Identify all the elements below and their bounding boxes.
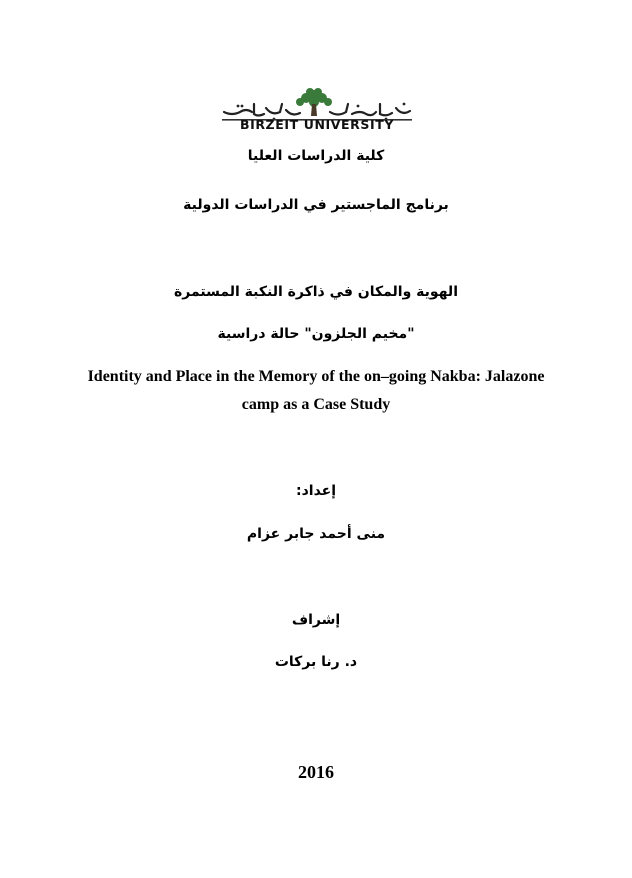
university-name-english: BIRZEIT UNIVERSITY bbox=[239, 117, 395, 132]
thesis-year: 2016 bbox=[298, 762, 334, 782]
faculty-name: كلية الدراسات العليا bbox=[247, 148, 385, 164]
supervisor-label: إشراف bbox=[291, 612, 341, 628]
thesis-title-arabic: الهوية والمكان في ذاكرة النكبة المستمرة bbox=[174, 284, 458, 300]
program-name: برنامج الماجستير في الدراسات الدولية bbox=[183, 197, 449, 213]
thesis-subtitle-arabic: "مخيم الجلزون" حالة دراسية bbox=[217, 326, 415, 342]
author-name: منى أحمد جابر عزام bbox=[246, 526, 386, 542]
supervisor-name: د. رنا بركات bbox=[274, 654, 358, 670]
prepared-by-label: إعداد: bbox=[295, 483, 337, 499]
thesis-title-english-line1: Identity and Place in the Memory of the on–going Nakba: Jalazone bbox=[87, 368, 545, 385]
thesis-title-english-line2: camp as a Case Study bbox=[241, 396, 391, 413]
